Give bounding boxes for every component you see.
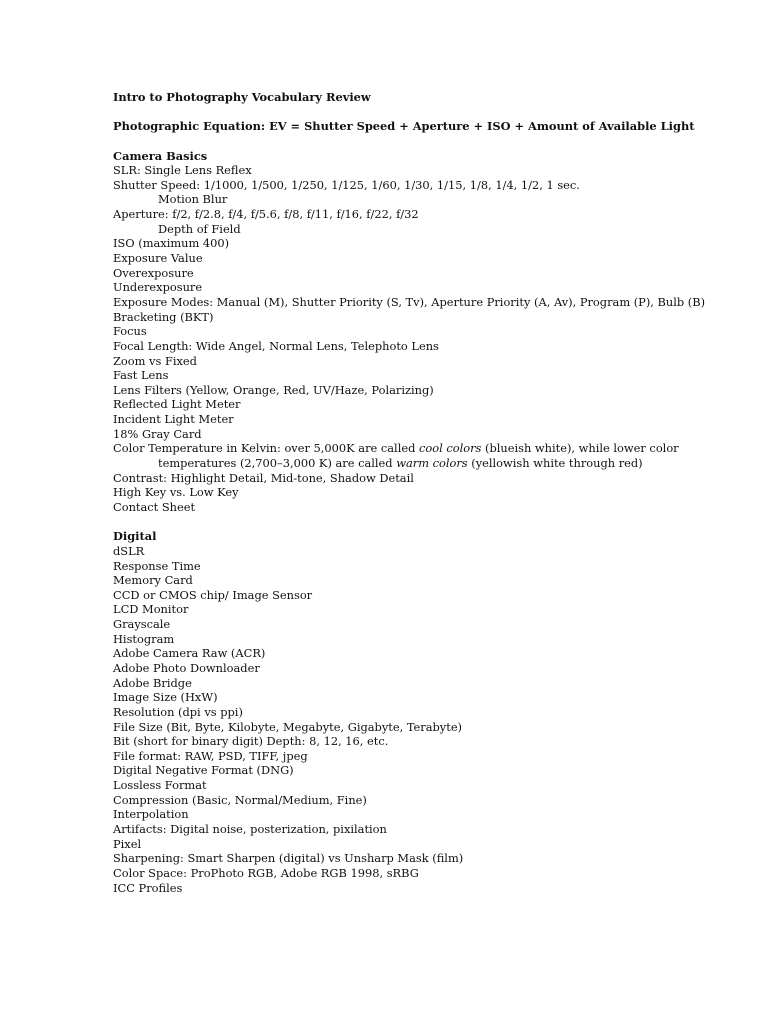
- spacer: [113, 134, 753, 149]
- list-item: Image Size (HxW): [113, 690, 218, 705]
- term-contact-sheet: Contact Sheet: [113, 499, 196, 514]
- term-iso: ISO (maximum 400): [113, 236, 230, 251]
- list-item: Grayscale: [113, 617, 171, 632]
- term-depth-of-field: Depth of Field: [158, 221, 241, 236]
- term-shutter-speed: Shutter Speed: 1/1000, 1/500, 1/250, 1/125, 1/60, 1/30, 1/15, 1/8, 1/4, 1/2, 1 sec.: [113, 177, 580, 192]
- list-item: File Size (Bit, Byte, Kilobyte, Megabyte, Gigabyte, Terabyte): [113, 719, 463, 734]
- term-overexposure: Overexposure: [113, 265, 194, 280]
- document-body: [113, 90, 753, 895]
- list-item: Response Time: [113, 558, 201, 573]
- color-temp-text: (blueish white), while lower color: [481, 441, 679, 456]
- list-item: Histogram: [113, 631, 175, 646]
- spacer: [113, 105, 753, 120]
- term-contrast: Contrast: Highlight Detail, Mid-tone, Shadow Detail: [113, 470, 414, 485]
- list-item: CCD or CMOS chip/ Image Sensor: [113, 587, 313, 602]
- term-incident-light-meter: Incident Light Meter: [113, 412, 234, 427]
- color-temp-text: (yellowish white through red): [467, 456, 643, 471]
- spacer: [113, 515, 753, 530]
- term-color-temperature-continued: [113, 456, 753, 471]
- term-focus: Focus: [113, 324, 147, 339]
- term-exposure-value: Exposure Value: [113, 251, 203, 266]
- section-heading-camera-basics: Camera Basics: [113, 148, 208, 163]
- color-temp-cool: cool colors: [419, 441, 482, 456]
- list-item: File format: RAW, PSD, TIFF, jpeg: [113, 748, 308, 763]
- term-motion-blur: Motion Blur: [158, 192, 228, 207]
- term-fast-lens: Fast Lens: [113, 368, 169, 383]
- term-lens-filters: Lens Filters (Yellow, Orange, Red, UV/Haze, Polarizing): [113, 382, 434, 397]
- digital-term-list: [113, 544, 753, 895]
- color-temp-text: Color Temperature in Kelvin: over 5,000K are called: [113, 441, 419, 456]
- list-item: Bit (short for binary digit) Depth: 8, 12, 16, etc.: [113, 734, 389, 749]
- term-exposure-modes: Exposure Modes: Manual (M), Shutter Priority (S, Tv), Aperture Priority (A, Av), Program (P), Bulb (B): [113, 294, 706, 309]
- color-temp-text: temperatures (2,700–3,000 K) are called: [158, 456, 397, 471]
- list-item: dSLR: [113, 543, 145, 558]
- list-item: LCD Monitor: [113, 602, 189, 617]
- term-zoom-vs-fixed: Zoom vs Fixed: [113, 353, 197, 368]
- term-reflected-light-meter: Reflected Light Meter: [113, 397, 241, 412]
- list-item: Artifacts: Digital noise, posterization, pixilation: [113, 822, 387, 837]
- list-item: Adobe Bridge: [113, 675, 192, 690]
- term-high-key: High Key vs. Low Key: [113, 485, 239, 500]
- term-gray-card: 18% Gray Card: [113, 426, 202, 441]
- photographic-equation: Photographic Equation: EV = Shutter Speed + Aperture + ISO + Amount of Available Light: [113, 119, 695, 134]
- term-bracketing: Bracketing (BKT): [113, 309, 214, 324]
- list-item: Interpolation: [113, 807, 189, 822]
- list-item: Lossless Format: [113, 778, 207, 793]
- list-item: Digital Negative Format (DNG): [113, 763, 294, 778]
- list-item: ICC Profiles: [113, 880, 183, 895]
- list-item: Resolution (dpi vs ppi): [113, 704, 243, 719]
- section-heading-digital: Digital: [113, 529, 157, 544]
- list-item: Color Space: ProPhoto RGB, Adobe RGB 1998, sRBG: [113, 865, 419, 880]
- color-temp-warm: warm colors: [396, 456, 468, 471]
- list-item: Memory Card: [113, 573, 193, 588]
- term-color-temperature: [113, 441, 753, 456]
- document-title: Intro to Photography Vocabulary Review: [113, 90, 371, 104]
- list-item: Compression (Basic, Normal/Medium, Fine): [113, 792, 367, 807]
- term-focal-length: Focal Length: Wide Angel, Normal Lens, Telephoto Lens: [113, 338, 439, 353]
- term-aperture: Aperture: f/2, f/2.8, f/4, f/5.6, f/8, f/11, f/16, f/22, f/32: [113, 207, 419, 222]
- term-underexposure: Underexposure: [113, 280, 203, 295]
- list-item: Sharpening: Smart Sharpen (digital) vs Unsharp Mask (film): [113, 851, 464, 866]
- list-item: Adobe Photo Downloader: [113, 660, 260, 675]
- list-item: Adobe Camera Raw (ACR): [113, 646, 266, 661]
- term-slr: SLR: Single Lens Reflex: [113, 163, 252, 178]
- list-item: Pixel: [113, 836, 142, 851]
